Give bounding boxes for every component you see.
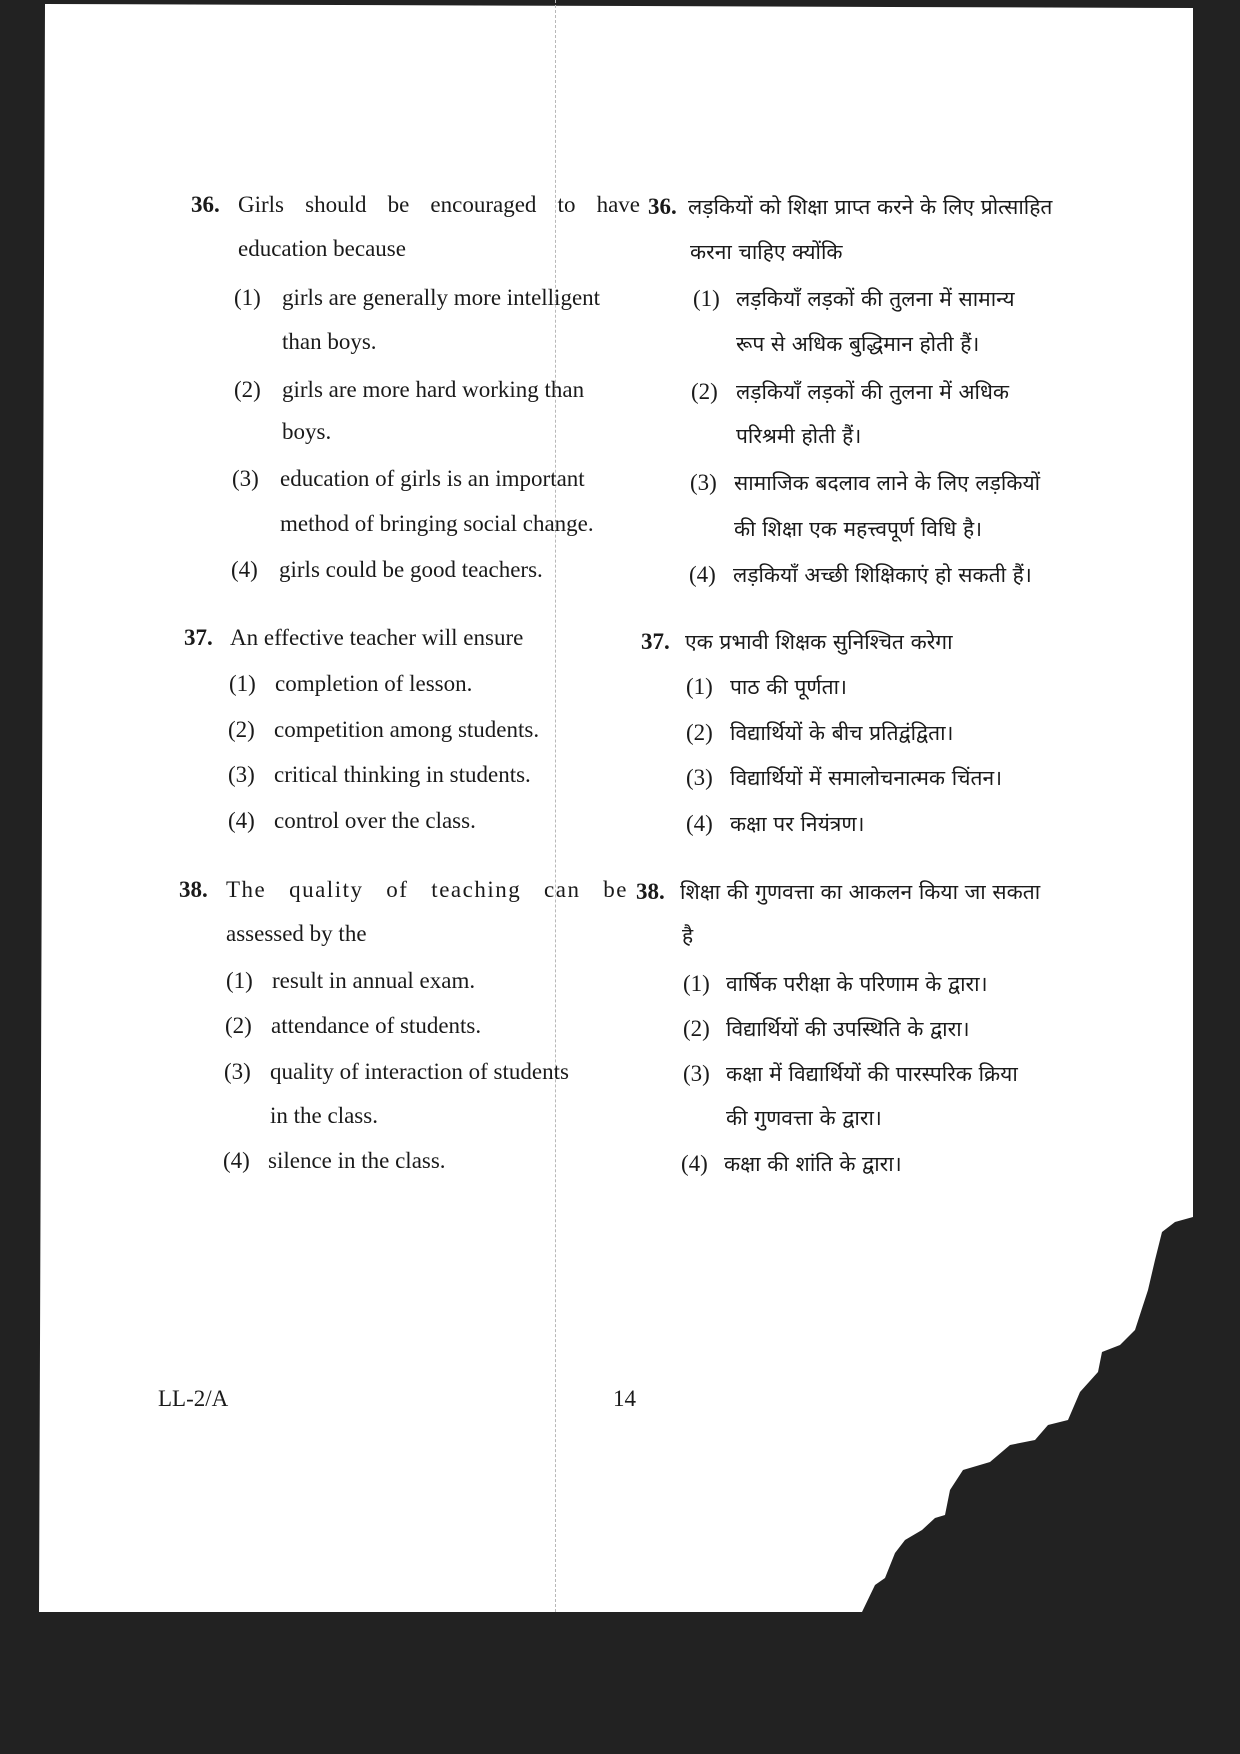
option-number: (4): [686, 811, 713, 836]
option-number: (2): [691, 379, 718, 404]
option-number: (1): [229, 671, 256, 696]
option-number: (1): [226, 968, 253, 993]
option-number: (3): [686, 765, 713, 790]
option-text[interactable]: विद्यार्थियों की उपस्थिति के द्वारा।: [726, 1017, 970, 1041]
question-number: 36.: [648, 194, 677, 219]
page-number: 14: [613, 1386, 636, 1411]
question-number: 38.: [636, 879, 665, 904]
question-number: 37.: [641, 629, 670, 654]
option-number: (3): [683, 1061, 710, 1086]
option-text[interactable]: लड़कियाँ लड़कों की तुलना में अधिक: [736, 380, 1010, 404]
question-stem-line: Girls should be encouraged to have: [238, 192, 640, 217]
option-text[interactable]: boys.: [282, 419, 332, 444]
option-number: (2): [686, 720, 713, 745]
option-text[interactable]: education of girls is an important: [280, 466, 585, 491]
option-number: (3): [690, 470, 717, 495]
option-text[interactable]: completion of lesson.: [275, 671, 473, 696]
question-stem-line: शिक्षा की गुणवत्ता का आकलन किया जा सकता: [680, 880, 1041, 904]
option-text[interactable]: girls are generally more intelligent: [282, 285, 601, 310]
question-stem-line: लड़कियों को शिक्षा प्राप्त करने के लिए प्रोत्साहित: [688, 195, 1053, 219]
option-text[interactable]: girls are more hard working than: [282, 377, 585, 402]
fold-line: [555, 0, 556, 1612]
option-number: (3): [228, 762, 255, 787]
option-text[interactable]: कक्षा में विद्यार्थियों की पारस्परिक क्रिया: [726, 1062, 1018, 1086]
question-stem-line: assessed by the: [226, 921, 367, 946]
option-text[interactable]: कक्षा की शांति के द्वारा।: [724, 1152, 902, 1176]
question-stem-line: The quality of teaching can be: [226, 877, 628, 902]
question-stem-line: एक प्रभावी शिक्षक सुनिश्चित करेगा: [685, 630, 953, 654]
option-text[interactable]: पाठ की पूर्णता।: [730, 675, 847, 699]
option-text[interactable]: in the class.: [270, 1103, 378, 1128]
option-text[interactable]: girls could be good teachers.: [279, 557, 543, 582]
option-text[interactable]: रूप से अधिक बुद्धिमान होती हैं।: [736, 332, 980, 356]
option-number: (2): [228, 717, 255, 742]
option-number: (1): [234, 285, 261, 310]
question-stem-line: है: [682, 924, 694, 948]
option-number: (1): [693, 286, 720, 311]
option-text[interactable]: विद्यार्थियों के बीच प्रतिद्वंद्विता।: [730, 721, 954, 745]
question-number: 38.: [179, 877, 208, 902]
option-number: (1): [686, 674, 713, 699]
option-text[interactable]: परिश्रमी होती हैं।: [736, 424, 862, 448]
question-number: 37.: [184, 625, 213, 650]
option-text[interactable]: विद्यार्थियों में समालोचनात्मक चिंतन।: [730, 766, 1003, 790]
option-text[interactable]: method of bringing social change.: [280, 511, 594, 536]
question-number: 36.: [191, 192, 220, 217]
option-number: (4): [223, 1148, 250, 1173]
option-text[interactable]: की शिक्षा एक महत्त्वपूर्ण विधि है।: [734, 517, 983, 541]
option-text[interactable]: की गुणवत्ता के द्वारा।: [726, 1106, 882, 1130]
option-text[interactable]: वार्षिक परीक्षा के परिणाम के द्वारा।: [726, 972, 988, 996]
option-number: (1): [683, 971, 710, 996]
question-stem-line: education because: [238, 236, 406, 261]
option-number: (4): [228, 808, 255, 833]
option-number: (4): [689, 562, 716, 587]
option-text[interactable]: control over the class.: [274, 808, 476, 833]
option-text[interactable]: quality of interaction of students: [270, 1059, 569, 1084]
option-number: (2): [234, 377, 261, 402]
question-stem-line: करना चाहिए क्योंकि: [690, 240, 843, 264]
option-text[interactable]: सामाजिक बदलाव लाने के लिए लड़कियों: [734, 471, 1041, 495]
option-number: (2): [225, 1013, 252, 1038]
option-text[interactable]: attendance of students.: [271, 1013, 482, 1038]
option-number: (4): [681, 1151, 708, 1176]
paper-code: LL-2/A: [158, 1386, 229, 1411]
option-text[interactable]: result in annual exam.: [272, 968, 476, 993]
option-text[interactable]: silence in the class.: [268, 1148, 446, 1173]
option-text[interactable]: than boys.: [282, 329, 377, 354]
option-text[interactable]: लड़कियाँ अच्छी शिक्षिकाएं हो सकती हैं।: [733, 563, 1032, 587]
option-text[interactable]: कक्षा पर नियंत्रण।: [730, 812, 865, 836]
option-text[interactable]: लड़कियाँ लड़कों की तुलना में सामान्य: [736, 287, 1015, 311]
option-number: (3): [232, 466, 259, 491]
question-stem-line: An effective teacher will ensure: [230, 625, 524, 650]
option-text[interactable]: critical thinking in students.: [274, 762, 531, 787]
option-text[interactable]: competition among students.: [274, 717, 540, 742]
option-number: (3): [224, 1059, 251, 1084]
option-number: (4): [231, 557, 258, 582]
option-number: (2): [683, 1016, 710, 1041]
